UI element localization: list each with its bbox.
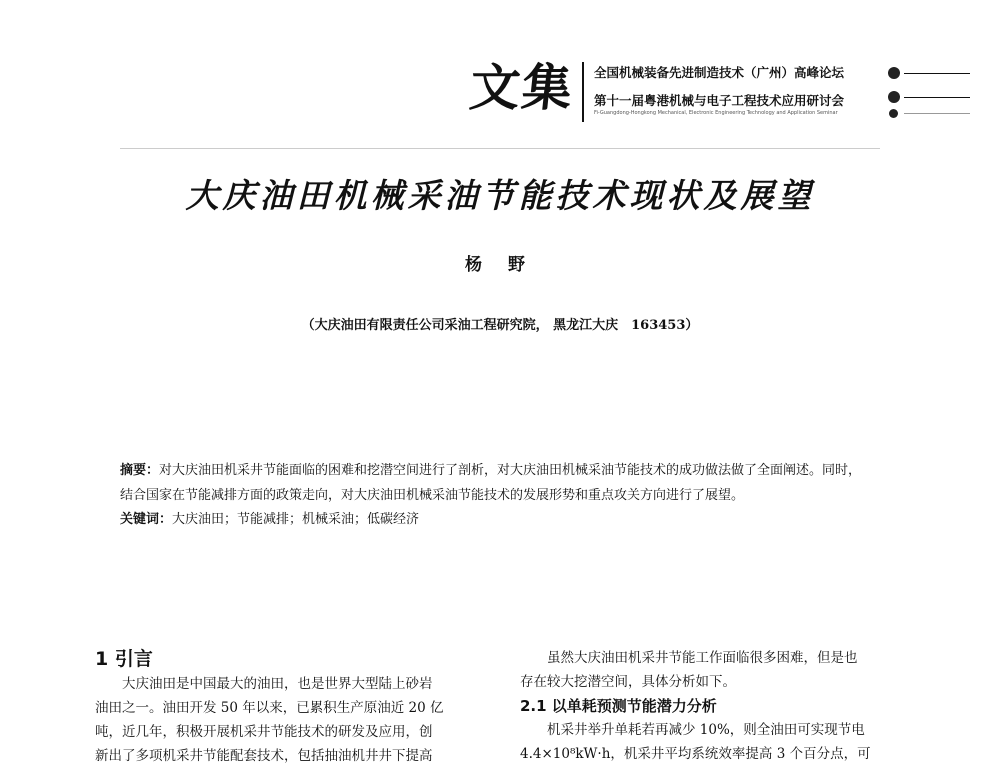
gear-icon (888, 67, 900, 79)
body-line: 虽然大庆油田机采井节能工作面临很多困难，但是也 (547, 650, 858, 666)
abstract-text: 对大庆油田机采井节能面临的困难和挖潜空间进行了剖析，对大庆油田机械采油节能技术的成功做法做了全面阐述。同时， (159, 463, 862, 478)
abstract-label: 摘要： (120, 463, 160, 478)
abstract (120, 458, 890, 508)
header-rule (904, 113, 970, 114)
body-line: 吨，近几年，积极开展机采井节能技术的研发及应用，创 (95, 724, 433, 740)
abstract-line: 结合国家在节能减排方面的政策走向，对大庆油田机械采油节能技术的发展形势和重点攻关方向进行了展望。 (120, 488, 745, 503)
abstract-line (120, 458, 890, 483)
section-heading-introduction: 1 引言 (95, 648, 153, 670)
journal-logo: 文集 (466, 58, 578, 117)
conference-english-subtitle: Fi-Guangdong-Hongkong Mechanical, Electronic Engineering Technology and Application Seminar (594, 110, 838, 116)
subsection-heading: 2.1 以单耗预测节能潜力分析 (520, 697, 717, 715)
author-name: 杨 野 (465, 255, 535, 275)
keywords-label: 关键词： (120, 512, 173, 527)
paper-title: 大庆油田机械采油节能技术现状及展望 (185, 176, 815, 215)
body-line: 大庆油田是中国最大的油田，也是世界大型陆上砂岩 (122, 676, 433, 692)
header-rule (904, 73, 970, 74)
body-line: 油田之一。油田开发 50 年以来，已累积生产原油近 20 亿 (95, 700, 444, 716)
body-line: 新出了多项机采井节能配套技术，包括抽油机井井下提高 (95, 748, 433, 764)
forum-name: 全国机械装备先进制造技术（广州）高峰论坛 (594, 65, 845, 80)
gear-icon (889, 109, 898, 118)
scan-artifact-line (120, 148, 880, 149)
author-affiliation: （大庆油田有限责任公司采油工程研究院， 黑龙江大庆 163453） (301, 318, 699, 333)
body-line: 存在较大挖潜空间，具体分析如下。 (520, 674, 736, 690)
conference-name: 第十一届粤港机械与电子工程技术应用研讨会 (594, 93, 845, 108)
right-column (520, 646, 920, 766)
body-line: 4.4×10⁸kW·h，机采井平均系统效率提高 3 个百分点，可 (520, 746, 871, 762)
gear-icon (888, 91, 900, 103)
keywords-text: 大庆油田；节能减排；机械采油；低碳经济 (172, 512, 420, 527)
body-line: 机采井举升单耗若再减少 10%，则全油田可实现节电 (547, 722, 865, 738)
header-rule (904, 97, 970, 98)
journal-header (466, 58, 980, 128)
left-column (95, 646, 495, 768)
keywords (120, 507, 890, 532)
header-divider (582, 62, 584, 122)
